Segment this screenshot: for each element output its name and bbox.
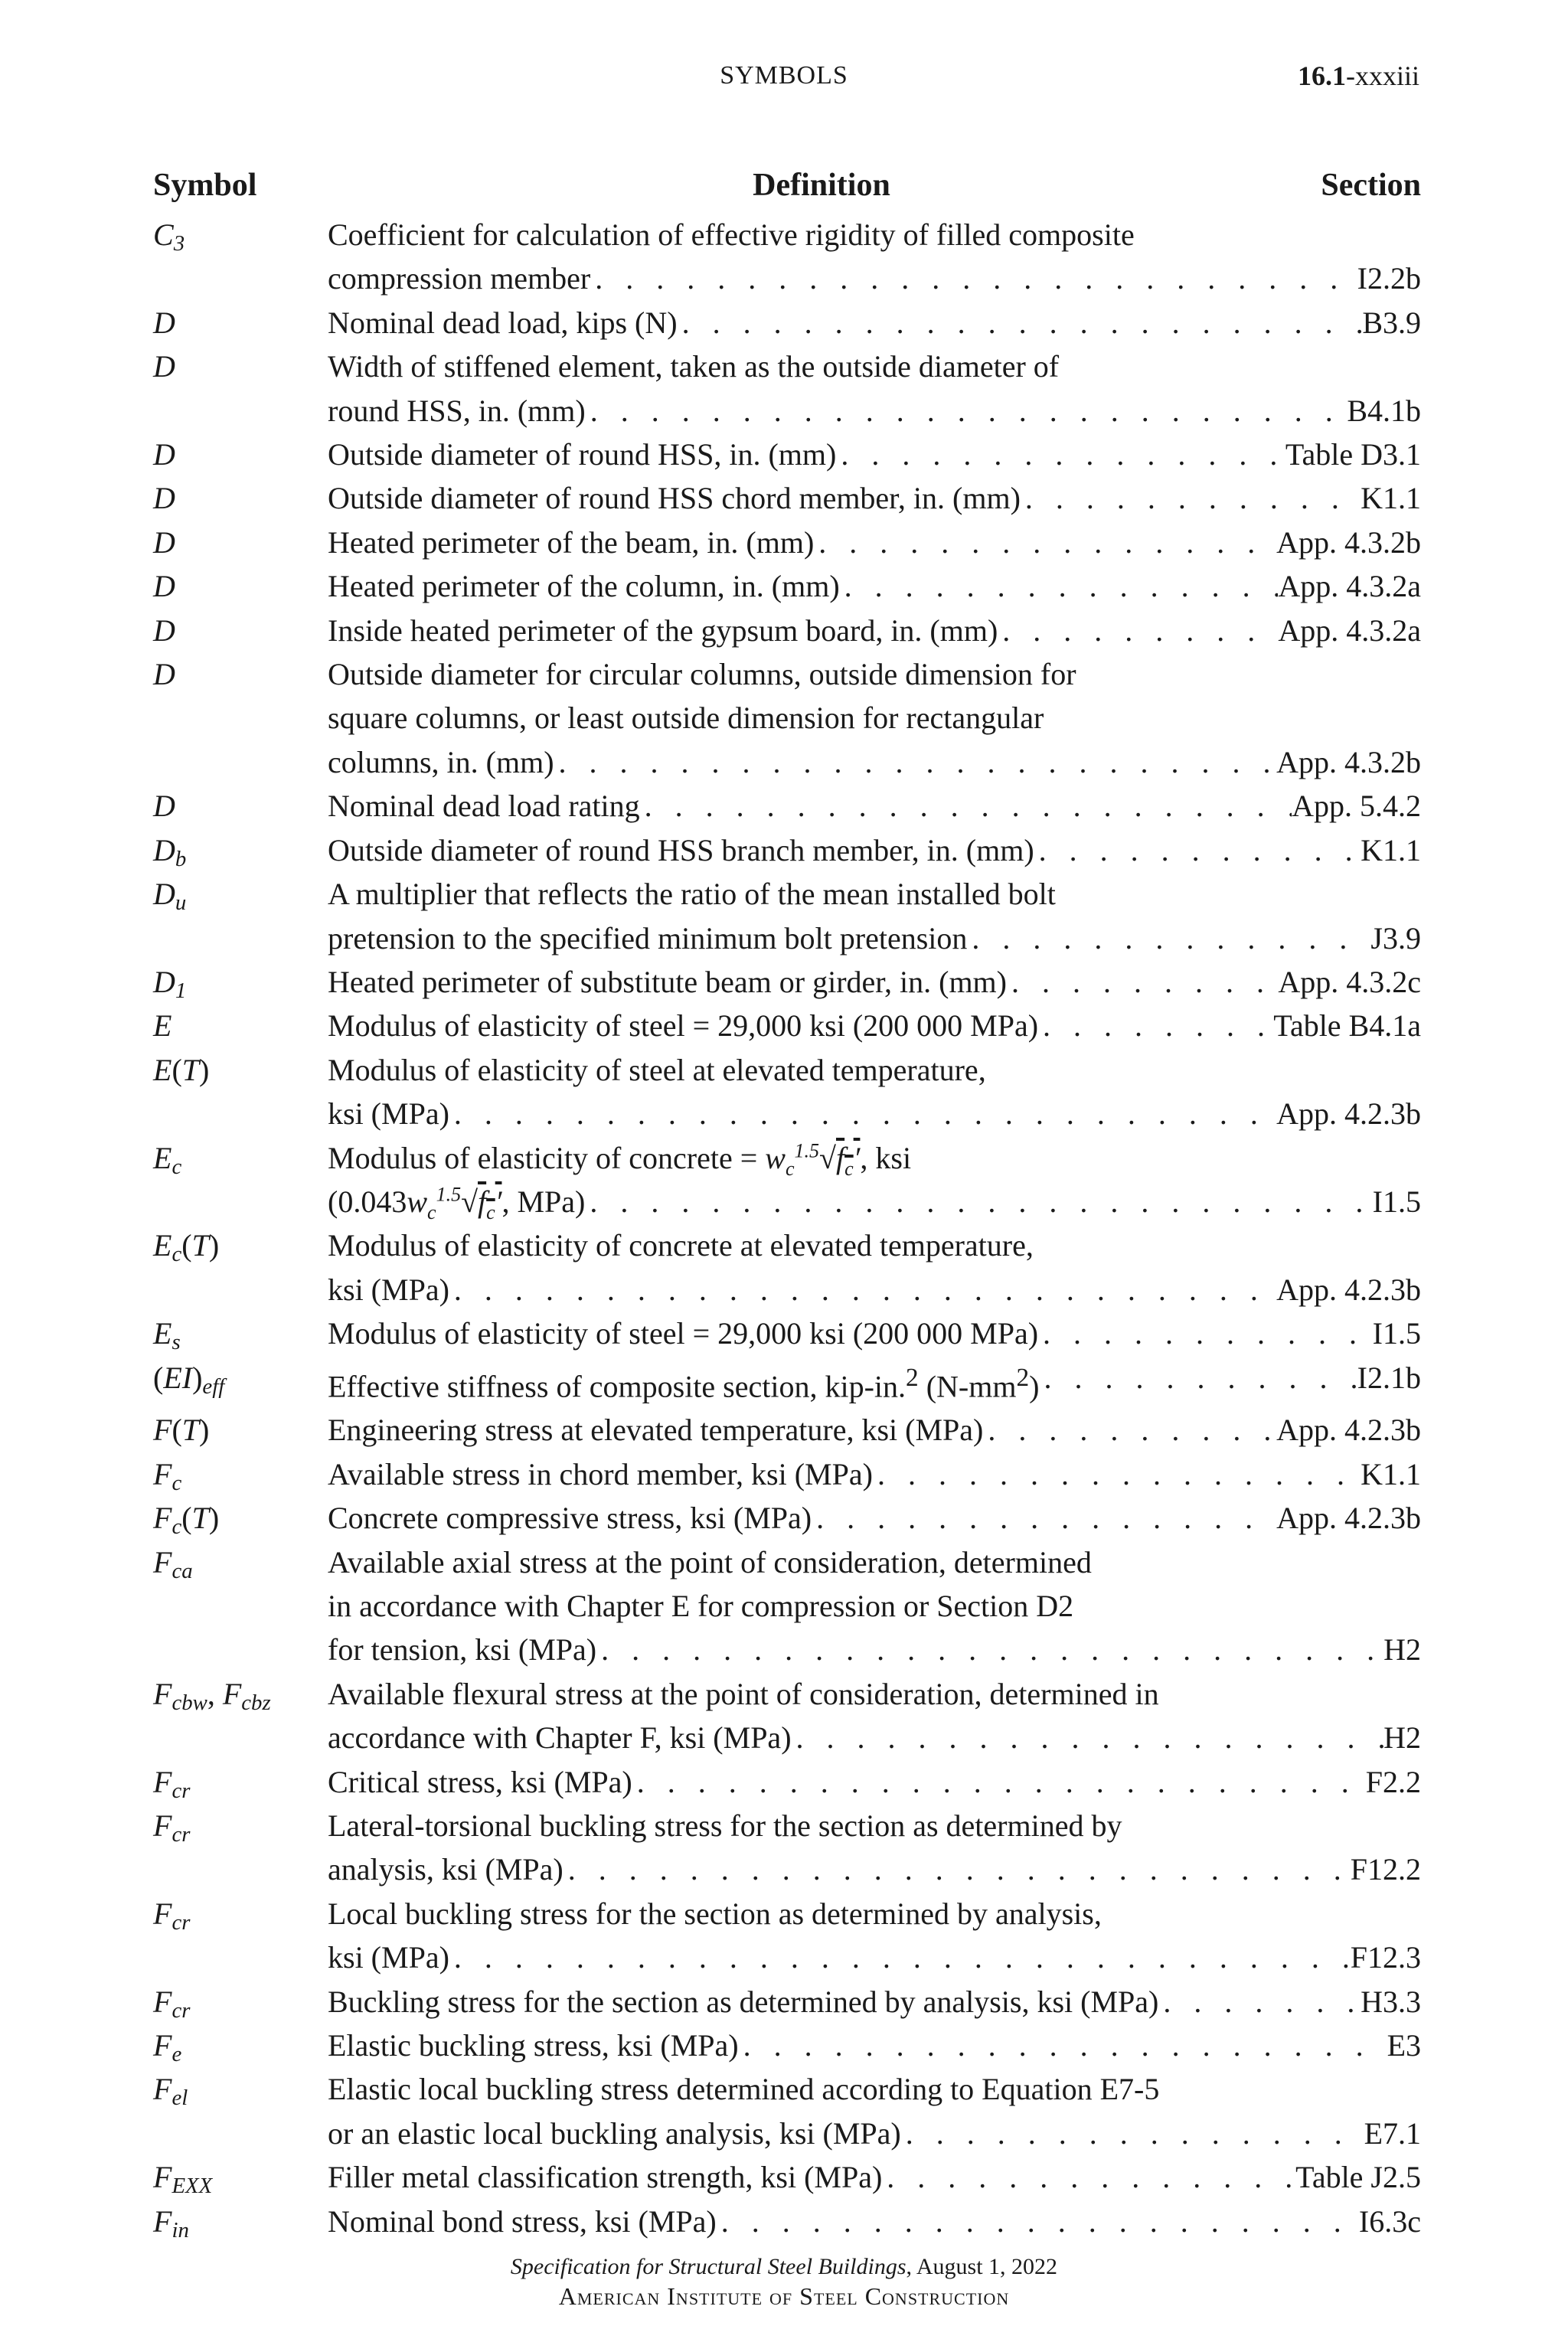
symbol-entry — [153, 652, 1421, 784]
entry-symbol: D — [153, 349, 175, 384]
dot-leader — [564, 1847, 1351, 1891]
column-header-section: Section — [1321, 168, 1421, 203]
entry-symbol: $D_1$ — [153, 964, 187, 1004]
entry-symbol: $F_{cbw}$, $F_{cbz}$ — [153, 1676, 271, 1715]
symbol-entry — [153, 521, 1421, 564]
symbol-entry — [153, 872, 1421, 960]
section-reference: H2 — [1383, 1632, 1421, 1668]
dot-leader — [596, 1628, 1383, 1671]
definition-leader-line — [328, 609, 1421, 652]
entry-definition — [328, 784, 1421, 828]
symbol-entry — [153, 301, 1421, 345]
section-reference: App. 4.3.2a — [1278, 612, 1421, 648]
dot-leader — [1038, 1312, 1373, 1355]
entry-symbol: $F_c$ — [153, 1456, 182, 1495]
entry-symbol: $C_3$ — [153, 217, 185, 256]
definition-leader-line — [328, 1180, 1421, 1223]
definition-text: pretension to the specified minimum bolt pretension — [328, 920, 968, 956]
definition-leader-line — [328, 916, 1421, 960]
entry-definition — [328, 345, 1421, 433]
symbol-entry — [153, 1136, 1421, 1224]
definition-line: Lateral-torsional buckling stress for the section as determined by — [328, 1808, 1122, 1843]
section-reference: F12.2 — [1350, 1852, 1421, 1887]
symbol-table — [153, 167, 1421, 2243]
column-header-symbol: Symbol — [153, 168, 257, 203]
dot-leader — [449, 1092, 1276, 1135]
entry-definition — [328, 213, 1421, 301]
symbol-entry — [153, 2200, 1421, 2243]
section-reference: App. 4.3.2b — [1276, 744, 1421, 779]
definition-text: Outside diameter of round HSS branch member, in. (mm) — [328, 832, 1034, 867]
symbol-entry — [153, 2024, 1421, 2067]
definition-text: Inside heated perimeter of the gypsum board, in. (mm) — [328, 612, 998, 648]
symbol-entry — [153, 1356, 1421, 1409]
entry-symbol: $F_c(T)$ — [153, 1501, 220, 1540]
definition-leader-line — [328, 256, 1421, 300]
dot-leader — [1034, 828, 1361, 872]
entry-symbol: D — [153, 789, 175, 824]
definition-line: A multiplier that reflects the ratio of the mean installed bolt — [328, 877, 1056, 912]
definition-text: Outside diameter of round HSS chord member, in. (mm) — [328, 481, 1021, 516]
definition-leader-line — [328, 564, 1421, 608]
dot-leader — [1021, 476, 1361, 520]
definition-leader-line — [328, 2112, 1421, 2155]
dot-leader — [590, 256, 1357, 300]
column-headers — [153, 167, 1421, 213]
section-reference: B3.9 — [1362, 305, 1421, 340]
section-reference: App. 4.2.3b — [1276, 1501, 1421, 1536]
entry-definition — [328, 564, 1421, 608]
symbol-entry — [153, 345, 1421, 433]
symbol-entry — [153, 1223, 1421, 1312]
section-reference: Table J2.5 — [1295, 2160, 1421, 2195]
entry-symbol: E(T) — [153, 1052, 210, 1087]
entry-definition — [328, 301, 1421, 345]
section-reference: Table D3.1 — [1285, 437, 1421, 472]
definition-line: Available axial stress at the point of consideration, determined — [328, 1544, 1092, 1579]
entry-definition — [328, 1672, 1421, 1760]
definition-leader-line — [328, 1452, 1421, 1496]
definition-leader-line — [328, 784, 1421, 828]
dot-leader — [882, 2155, 1295, 2199]
symbol-entry — [153, 1496, 1421, 1540]
entry-definition — [328, 1356, 1421, 1409]
section-reference: I2.1b — [1357, 1360, 1421, 1395]
section-reference: B4.1b — [1347, 393, 1421, 428]
entry-definition — [328, 1452, 1421, 1496]
dot-leader — [1039, 1356, 1357, 1409]
symbol-entry — [153, 1408, 1421, 1452]
definition-line: Outside diameter for circular columns, outside dimension for — [328, 657, 1076, 692]
definition-text: Modulus of elasticity of steel = 29,000 ksi (200 000 MPa) — [328, 1316, 1039, 1351]
entry-definition — [328, 2067, 1421, 2155]
definition-text: Nominal bond stress, ksi (MPa) — [328, 2203, 717, 2239]
symbol-entry — [153, 2067, 1421, 2155]
definition-leader-line — [328, 2200, 1421, 2243]
definition-line: Width of stiffened element, taken as the outside diameter of — [328, 349, 1060, 384]
entry-definition — [328, 1408, 1421, 1452]
entry-definition — [328, 476, 1421, 520]
definition-leader-line — [328, 389, 1421, 433]
symbol-entry — [153, 960, 1421, 1004]
definition-text: Nominal dead load rating — [328, 789, 640, 824]
entry-definition — [328, 960, 1421, 1004]
entry-symbol: $E_c$ — [153, 1140, 182, 1179]
definition-line: Coefficient for calculation of effective rigidity of filled composite — [328, 217, 1135, 252]
dot-leader — [1038, 1004, 1273, 1047]
dot-leader — [836, 433, 1285, 476]
definition-line: Local buckling stress for the section as determined by analysis, — [328, 1896, 1102, 1931]
definition-leader-line — [328, 740, 1421, 784]
definition-text: Filler metal classification strength, ksi (MPa) — [328, 2160, 883, 2195]
definition-text: round HSS, in. (mm) — [328, 393, 586, 428]
dot-leader — [901, 2112, 1364, 2155]
entry-symbol: $F_{cr}$ — [153, 1896, 191, 1935]
definition-line: Elastic local buckling stress determined according to Equation E7-5 — [328, 2072, 1160, 2107]
entry-symbol: $D_u$ — [153, 877, 187, 916]
dot-leader — [814, 521, 1276, 564]
section-reference: H2 — [1383, 1720, 1421, 1756]
entry-symbol: E — [153, 1008, 172, 1044]
section-reference: App. 5.4.2 — [1292, 789, 1421, 824]
symbol-entries — [153, 213, 1421, 2243]
definition-line: Modulus of elasticity of concrete = $w_c^{1.5}√f_c'$, ksi — [328, 1139, 912, 1180]
section-reference: I1.5 — [1372, 1316, 1421, 1351]
entry-definition — [328, 1804, 1421, 1892]
entry-symbol: $E_s$ — [153, 1316, 181, 1355]
entry-definition — [328, 1760, 1421, 1804]
definition-leader-line — [328, 1004, 1421, 1047]
symbol-entry — [153, 213, 1421, 301]
entry-definition — [328, 1980, 1421, 2024]
entry-symbol: D — [153, 305, 175, 340]
dot-leader — [640, 784, 1292, 828]
section-reference: App. 4.3.2c — [1278, 964, 1421, 999]
section-reference: App. 4.3.2a — [1278, 569, 1421, 604]
definition-text: analysis, ksi (MPa) — [328, 1852, 564, 1887]
definition-leader-line — [328, 1847, 1421, 1891]
definition-text: Available stress in chord member, ksi (MPa) — [328, 1456, 873, 1491]
entry-symbol: $D_b$ — [153, 832, 187, 871]
entry-definition — [328, 609, 1421, 652]
entry-definition — [328, 2155, 1421, 2199]
entry-symbol: $(EI)_{eff}$ — [153, 1360, 225, 1399]
definition-leader-line — [328, 828, 1421, 872]
definition-text: Critical stress, ksi (MPa) — [328, 1764, 632, 1799]
symbol-entry — [153, 433, 1421, 476]
definition-text: Buckling stress for the section as determined by analysis, ksi (MPa) — [328, 1984, 1159, 2019]
symbol-entry — [153, 784, 1421, 828]
section-reference: Table B4.1a — [1273, 1008, 1421, 1044]
footer-publication — [0, 2252, 1568, 2282]
entry-symbol: D — [153, 524, 175, 560]
entry-definition — [328, 1136, 1421, 1224]
section-reference: App. 4.2.3b — [1276, 1413, 1421, 1448]
section-reference: E3 — [1387, 2027, 1421, 2063]
definition-text: Engineering stress at elevated temperature, ksi (MPa) — [328, 1413, 984, 1448]
definition-leader-line — [328, 433, 1421, 476]
symbol-entry — [153, 1540, 1421, 1672]
definition-text: Heated perimeter of substitute beam or girder, in. (mm) — [328, 964, 1007, 999]
section-reference: K1.1 — [1361, 832, 1421, 867]
page-number-roman: -xxxiii — [1346, 60, 1419, 91]
symbol-entry — [153, 828, 1421, 872]
dot-leader — [586, 389, 1348, 433]
definition-leader-line — [328, 2024, 1421, 2067]
definition-text: ksi (MPa) — [328, 1096, 449, 1132]
entry-definition — [328, 1312, 1421, 1355]
dot-leader — [873, 1452, 1361, 1496]
dot-leader — [739, 2024, 1387, 2067]
definition-text: ksi (MPa) — [328, 1272, 449, 1307]
running-head: SYMBOLS — [720, 61, 848, 90]
section-reference: K1.1 — [1361, 1456, 1421, 1491]
definition-text: Concrete compressive stress, ksi (MPa) — [328, 1501, 812, 1536]
definition-text: Elastic buckling stress, ksi (MPa) — [328, 2027, 739, 2063]
definition-leader-line — [328, 1716, 1421, 1759]
section-reference: F12.3 — [1350, 1940, 1421, 1975]
definition-leader-line — [328, 1496, 1421, 1540]
entry-definition — [328, 1496, 1421, 1540]
definition-leader-line — [328, 1312, 1421, 1355]
definition-leader-line — [328, 521, 1421, 564]
definition-line: Modulus of elasticity of concrete at elevated temperature, — [328, 1228, 1034, 1263]
entry-symbol: $F_{in}$ — [153, 2203, 189, 2243]
entry-definition — [328, 828, 1421, 872]
symbol-entry — [153, 1760, 1421, 1804]
dot-leader — [812, 1496, 1276, 1540]
dot-leader — [678, 301, 1363, 345]
entry-symbol: $F_{ca}$ — [153, 1544, 193, 1583]
definition-leader-line — [328, 1408, 1421, 1452]
definition-text: accordance with Chapter F, ksi (MPa) — [328, 1720, 792, 1756]
definition-text: ksi (MPa) — [328, 1940, 449, 1975]
dot-leader — [449, 1268, 1276, 1312]
entry-symbol: $F_{el}$ — [153, 2072, 188, 2111]
entry-definition — [328, 1540, 1421, 1672]
definition-leader-line — [328, 1268, 1421, 1312]
entry-definition — [328, 1223, 1421, 1312]
definition-leader-line — [328, 1092, 1421, 1135]
section-reference: I2.2b — [1357, 261, 1421, 296]
entry-symbol: $F_{cr}$ — [153, 1808, 191, 1847]
entry-symbol: D — [153, 481, 175, 516]
entry-symbol: D — [153, 612, 175, 648]
symbol-entry — [153, 564, 1421, 608]
dot-leader — [1158, 1980, 1361, 2024]
definition-line: square columns, or least outside dimension for rectangular — [328, 701, 1044, 736]
section-reference: App. 4.2.3b — [1276, 1096, 1421, 1132]
symbol-entry — [153, 1452, 1421, 1496]
entry-definition — [328, 2024, 1421, 2067]
definition-leader-line — [328, 2155, 1421, 2199]
definition-text: ($0.043w_c^{1.5}√f_c'$, MPa) — [328, 1183, 586, 1223]
section-reference: J3.9 — [1370, 920, 1421, 956]
dot-leader — [449, 1936, 1351, 1979]
entry-definition — [328, 1004, 1421, 1047]
symbol-entry — [153, 1804, 1421, 1892]
definition-text: columns, in. (mm) — [328, 744, 554, 779]
definition-text: or an elastic local buckling analysis, ksi (MPa) — [328, 2115, 901, 2151]
definition-text: for tension, ksi (MPa) — [328, 1632, 597, 1668]
definition-line: Available flexural stress at the point of consideration, determined in — [328, 1676, 1159, 1711]
entry-definition — [328, 433, 1421, 476]
dot-leader — [1007, 960, 1278, 1004]
dot-leader — [792, 1716, 1384, 1759]
entry-symbol: D — [153, 569, 175, 604]
definition-leader-line — [328, 476, 1421, 520]
definition-leader-line — [328, 301, 1421, 345]
definition-text: Outside diameter of round HSS, in. (mm) — [328, 437, 837, 472]
symbol-entry — [153, 1048, 1421, 1136]
symbol-entry — [153, 609, 1421, 652]
section-reference: I1.5 — [1372, 1184, 1421, 1219]
definition-text: Effective stiffness of composite section, kip-in.$^2$ $(N-mm^2)$ — [328, 1363, 1040, 1403]
dot-leader — [840, 564, 1279, 608]
symbol-entry — [153, 2155, 1421, 2199]
definition-leader-line — [328, 960, 1421, 1004]
definition-leader-line — [328, 1760, 1421, 1804]
entry-definition — [328, 1048, 1421, 1136]
dot-leader — [983, 1408, 1276, 1452]
symbol-entry — [153, 1312, 1421, 1355]
symbol-entry — [153, 1004, 1421, 1047]
entry-symbol: D — [153, 437, 175, 472]
definition-line: in accordance with Chapter E for compression or Section D2 — [328, 1588, 1074, 1623]
footer-title: Specification for Structural Steel Buildings — [510, 2254, 906, 2279]
definition-leader-line — [328, 1936, 1421, 1979]
entry-symbol: $F_{cr}$ — [153, 1984, 191, 2023]
section-reference: E7.1 — [1364, 2115, 1421, 2151]
dot-leader — [554, 740, 1277, 784]
dot-leader — [717, 2200, 1359, 2243]
footer-date: , August 1, 2022 — [906, 2254, 1058, 2279]
entry-symbol: D — [153, 657, 175, 692]
section-reference: K1.1 — [1361, 481, 1421, 516]
entry-symbol: $F_e$ — [153, 2027, 182, 2067]
entry-definition — [328, 872, 1421, 960]
page-number — [1298, 60, 1419, 92]
entry-symbol: $F_{EXX}$ — [153, 2160, 213, 2199]
symbol-entry — [153, 476, 1421, 520]
entry-definition — [328, 2200, 1421, 2243]
dot-leader — [967, 916, 1370, 960]
definition-leader-line — [328, 1628, 1421, 1671]
definition-text: Modulus of elasticity of steel = 29,000 ksi (200 000 MPa) — [328, 1008, 1039, 1044]
dot-leader — [632, 1760, 1366, 1804]
definition-text: Heated perimeter of the column, in. (mm) — [328, 569, 840, 604]
dot-leader — [998, 609, 1278, 652]
section-reference: H3.3 — [1361, 1984, 1421, 2019]
section-reference: App. 4.3.2b — [1276, 524, 1421, 560]
section-reference: F2.2 — [1365, 1764, 1421, 1799]
entry-symbol: $E_c(T)$ — [153, 1228, 220, 1267]
column-header-definition: Definition — [753, 168, 890, 203]
definition-text: Nominal dead load, kips (N) — [328, 305, 678, 340]
definition-text: Heated perimeter of the beam, in. (mm) — [328, 524, 815, 560]
section-reference: I6.3c — [1358, 2203, 1421, 2239]
definition-text: compression member — [328, 261, 591, 296]
footer-publisher: American Institute of Steel Construction — [558, 2282, 1010, 2310]
entry-symbol: $F_{cr}$ — [153, 1764, 191, 1803]
entry-definition — [328, 652, 1421, 784]
symbol-entry — [153, 1892, 1421, 1980]
definition-line: Modulus of elasticity of steel at elevated temperature, — [328, 1052, 986, 1087]
page-number-chapter: 16.1 — [1298, 60, 1346, 91]
page-header — [0, 55, 1568, 98]
entry-definition — [328, 1892, 1421, 1980]
page-footer — [0, 2252, 1568, 2311]
symbol-entry — [153, 1672, 1421, 1760]
entry-symbol: F(T) — [153, 1413, 210, 1448]
dot-leader — [585, 1180, 1372, 1223]
entry-definition — [328, 521, 1421, 564]
definition-leader-line — [328, 1356, 1421, 1409]
definition-leader-line — [328, 1980, 1421, 2024]
section-reference: App. 4.2.3b — [1276, 1272, 1421, 1307]
symbol-entry — [153, 1980, 1421, 2024]
